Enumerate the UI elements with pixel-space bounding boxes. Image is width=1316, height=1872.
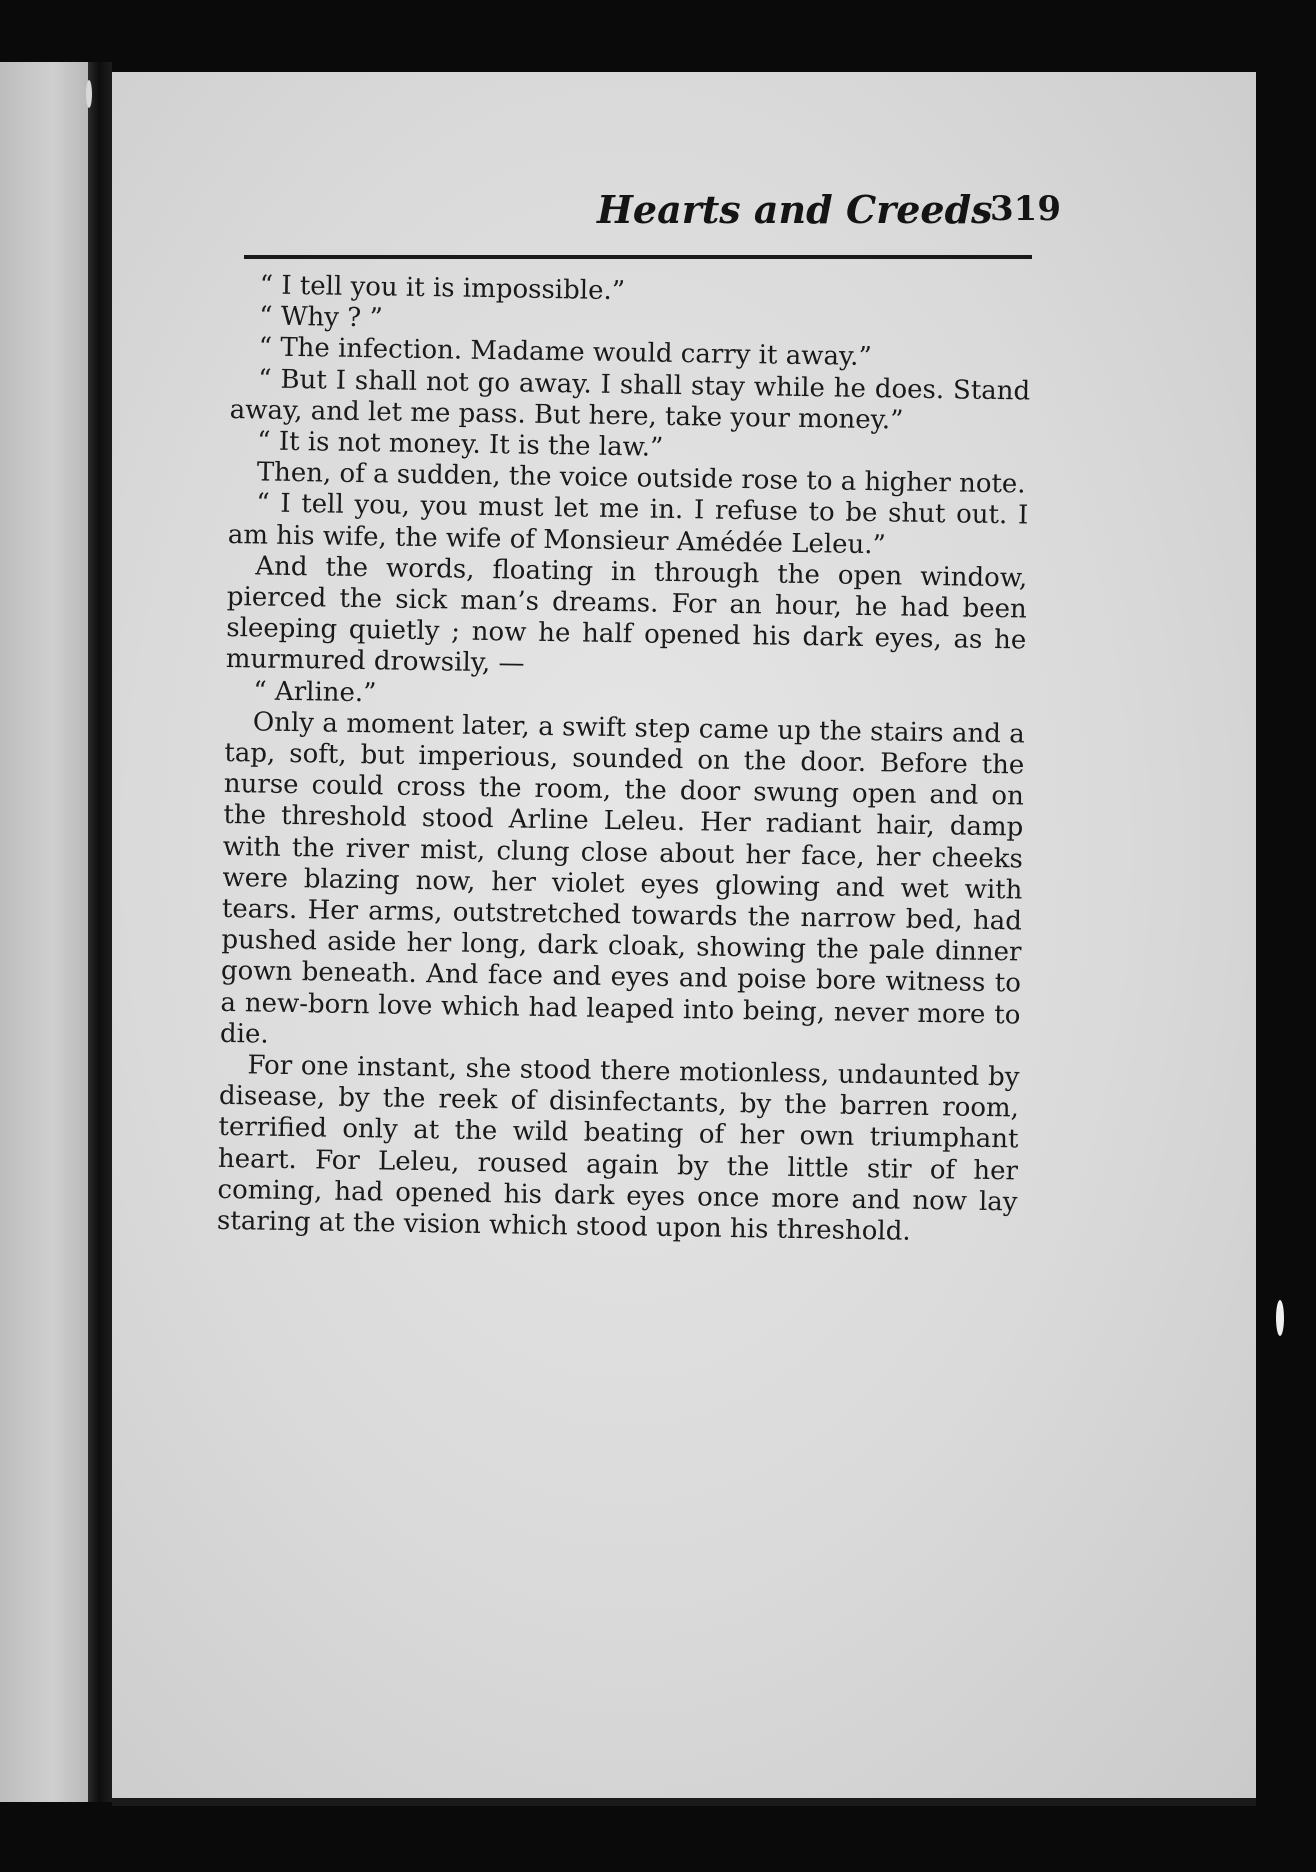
paragraph: “ The infection. Madame would carry it away.” bbox=[258, 332, 872, 373]
paragraph: “ It is not money. It is the law.” bbox=[257, 426, 664, 463]
running-head-title: Hearts and Creeds bbox=[597, 187, 993, 232]
paragraph: For one instant, she stood there motionless, undaunted by disease, by the reek of disinfectants, by the barren room, terrified only at the wild beating of her own triumphant heart. For Leleu, roused again by the little stir of her coming, had opened his dark eyes once more and now lay staring at the vision which stood upon his threshold. bbox=[216, 1050, 1020, 1247]
paragraph: Then, of a sudden, the voice outside rose to a higher note. bbox=[256, 457, 1026, 500]
book-page bbox=[112, 72, 1256, 1806]
book-gutter bbox=[88, 62, 112, 1802]
paragraph: “ I tell you it is impossible.” bbox=[259, 270, 626, 307]
scan-artifact-mark bbox=[1276, 1300, 1284, 1336]
page-number: 319 bbox=[990, 189, 1061, 229]
scan-artifact-mark bbox=[86, 80, 92, 108]
paragraph: “ But I shall not go away. I shall stay while he does. Stand away, and let me pass. But here, take your money.” bbox=[229, 364, 1031, 436]
header-rule bbox=[244, 255, 1032, 259]
running-head bbox=[242, 187, 1142, 247]
facing-page-edge bbox=[0, 62, 88, 1802]
paragraph: Only a moment later, a swift step came up the stairs and a tap, soft, but imperious, sounded on the door. Before the nurse could cross the room, the door swung open and on the threshold stood Arline Leleu. Her radiant hair, damp with the river mist, clung close about her face, her cheeks were blazing now, her violet eyes glowing and wet with tears. Her arms, outstretched towards the narrow bed, had pushed aside her long, dark cloak, showing the pale dinner gown beneath. And face and eyes and poise bore witness to a new-born love which had leaped into being, never more to die. bbox=[219, 707, 1026, 1050]
paragraph: “ Why ? ” bbox=[259, 301, 383, 334]
body-text bbox=[217, 270, 1032, 1250]
paragraph: And the words, floating in through the open window, pierced the sick man’s dreams. For an hour, he had been sleeping quietly ; now he half opened his dark eyes, as he murmured drowsily, — bbox=[225, 551, 1028, 680]
paragraph: “ Arline.” bbox=[253, 676, 377, 708]
paragraph: “ I tell you, you must let me in. I refuse to be shut out. I am his wife, the wife of Monsieur Amédée Leleu.” bbox=[227, 488, 1029, 560]
